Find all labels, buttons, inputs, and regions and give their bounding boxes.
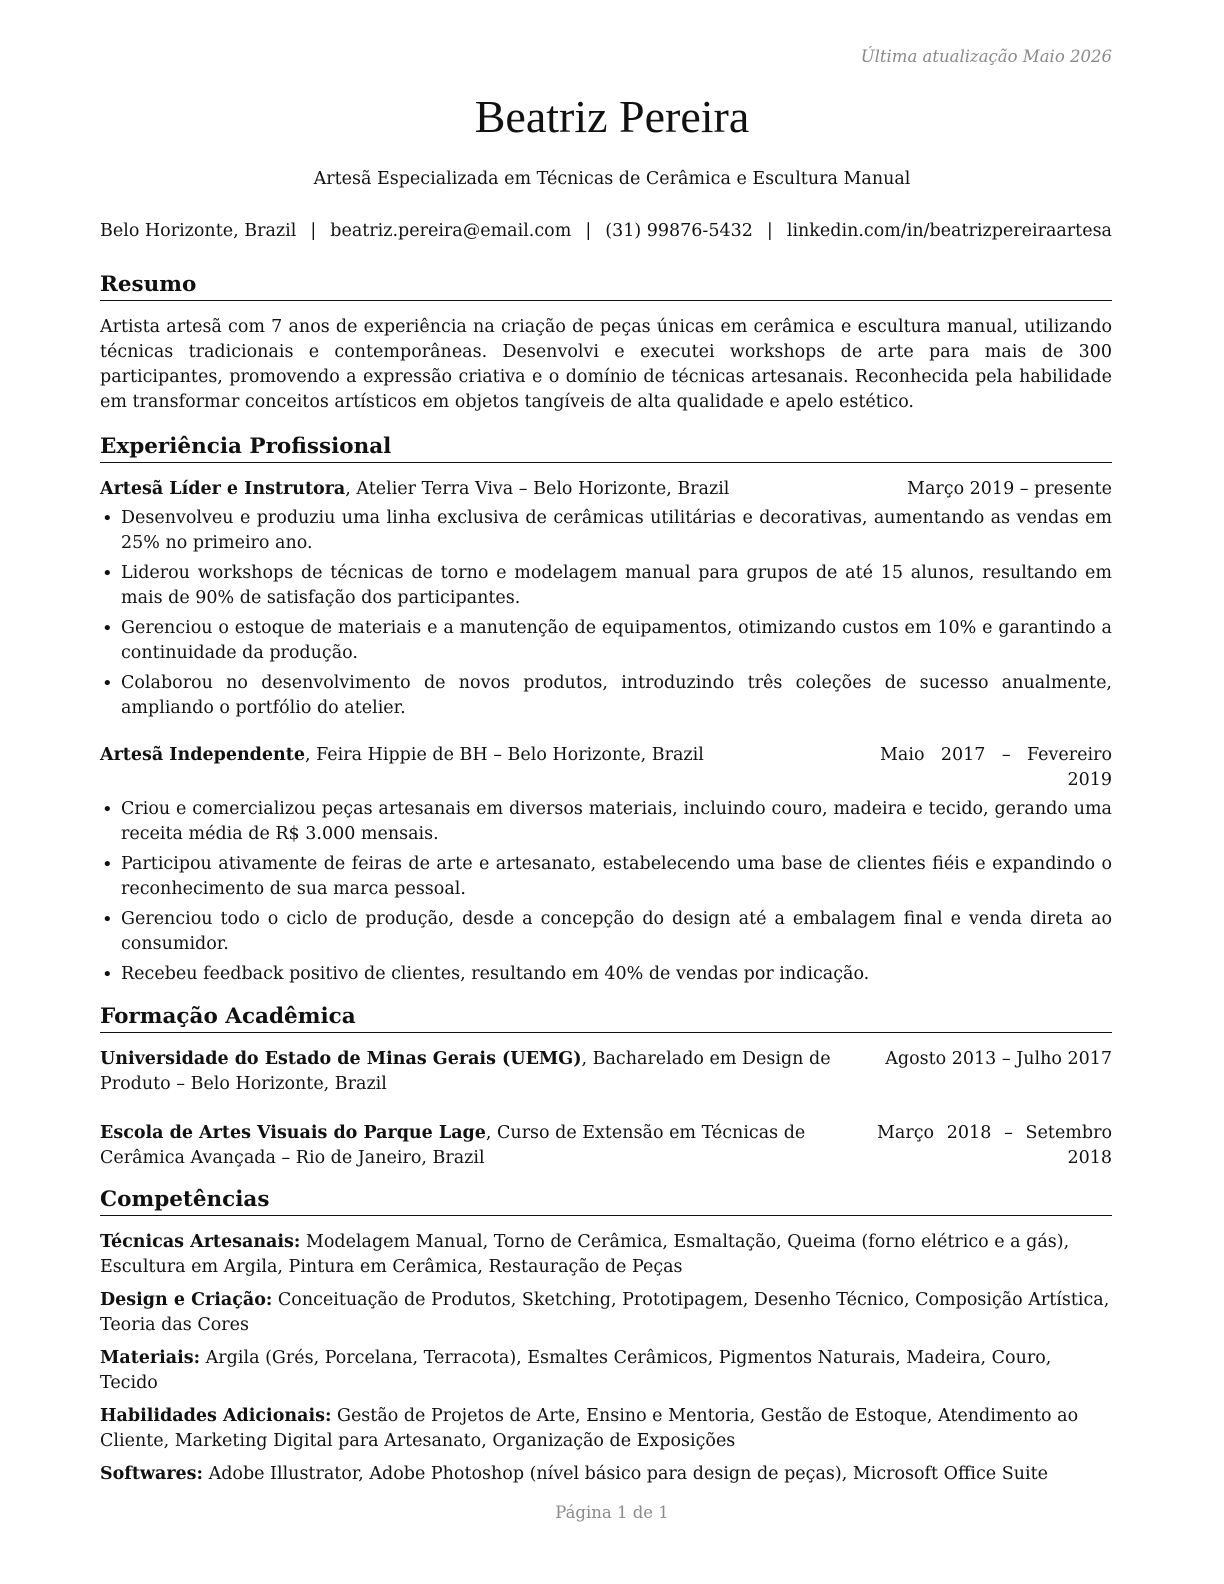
contact-phone[interactable]: (31) 99876-5432 <box>605 221 753 241</box>
skill-row <box>100 1288 1112 1338</box>
education-title-line <box>100 1121 867 1171</box>
section-title-skills: Competências <box>100 1185 1112 1216</box>
skill-value: Modelagem Manual, Torno de Cerâmica, Esmaltação, Queima (forno elétrico e a gás), Escultura em Argila, Pintura em Cerâmica, Restauração de Peças <box>100 1232 1070 1277</box>
job-dates: Maio 2017 – Fevereiro 2019 <box>880 745 1112 790</box>
skill-label: Softwares: <box>100 1464 203 1484</box>
contact-separator: | <box>766 221 773 241</box>
contact-email[interactable]: beatriz.pereira@email.com <box>330 221 572 241</box>
contact-location: Belo Horizonte, Brazil <box>100 221 297 241</box>
education-school: Universidade do Estado de Minas Gerais (UEMG) <box>100 1049 582 1069</box>
education-school: Escola de Artes Visuais do Parque Lage <box>100 1123 486 1143</box>
bullet-item: • Recebeu feedback positivo de clientes, resultando em 40% de vendas por indicação. <box>100 962 1112 987</box>
page-number: Página 1 de 1 <box>555 1503 669 1522</box>
job-bullets <box>100 797 1112 987</box>
skill-label: Materiais: <box>100 1348 201 1368</box>
contact-linkedin[interactable]: linkedin.com/in/beatrizpereiraartesa <box>786 221 1112 241</box>
contact-separator: | <box>585 221 592 241</box>
skill-value: Conceituação de Produtos, Sketching, Prototipagem, Desenho Técnico, Composição Artística, Teoria das Cores <box>100 1290 1110 1335</box>
skill-value: Argila (Grés, Porcelana, Terracota), Esmaltes Cerâmicos, Pigmentos Naturais, Madeira, Couro, Tecido <box>100 1348 1052 1393</box>
job-header <box>100 743 1112 793</box>
bullet-item: • Liderou workshops de técnicas de torno e modelagem manual para grupos de até 15 alunos, resultando em mais de 90% de satisfação dos participantes. <box>100 561 1112 611</box>
summary-text: Artista artesã com 7 anos de experiência na criação de peças únicas em cerâmica e escultura manual, utilizando técnicas tradicionais e contemporâneas. Desenvolvi e executei workshops de arte para mais de 300 participantes, promovendo a expressão criativa e o domínio de técnicas artesanais. Reconhecida pela habilidade em transformar conceitos artísticos em objetos tangíveis de alta qualidade e apelo estético. <box>100 317 1112 412</box>
job-header <box>100 477 1112 502</box>
job-role: Artesã Independente <box>100 745 305 765</box>
skill-value: Gestão de Projetos de Arte, Ensino e Mentoria, Gestão de Estoque, Atendimento ao Cliente, Marketing Digital para Artesanato, Organização de Exposições <box>100 1406 1079 1451</box>
bullet-item: • Criou e comercializou peças artesanais em diversos materiais, incluindo couro, madeira e tecido, gerando uma receita média de R$ 3.000 mensais. <box>100 797 1112 847</box>
job-org: , Feira Hippie de BH – Belo Horizonte, Brazil <box>304 745 704 765</box>
job-title-line <box>100 477 729 502</box>
education-detail: , Bacharelado em Design de Produto – Belo Horizonte, Brazil <box>100 1049 831 1094</box>
skill-label: Habilidades Adicionais: <box>100 1406 332 1426</box>
last-updated: Última atualização Maio 2026 <box>860 47 1112 66</box>
skill-row <box>100 1230 1112 1280</box>
tagline: Artesã Especializada em Técnicas de Cerâmica e Escultura Manual <box>313 169 911 189</box>
education-detail: , Curso de Extensão em Técnicas de Cerâmica Avançada – Rio de Janeiro, Brazil <box>100 1123 806 1168</box>
skill-row <box>100 1346 1112 1396</box>
job-dates: Março 2019 – presente <box>907 479 1112 499</box>
job-title-line <box>100 743 704 793</box>
skill-row <box>100 1462 1112 1487</box>
section-title-experience: Experiência Profissional <box>100 432 1112 463</box>
education-title-line <box>100 1047 875 1097</box>
job-bullets <box>100 506 1112 721</box>
skill-label: Design e Criação: <box>100 1290 273 1310</box>
bullet-item: • Gerenciou o estoque de materiais e a manutenção de equipamentos, otimizando custos em 10% e garantindo a continuidade da produção. <box>100 616 1112 666</box>
skill-value: Adobe Illustrator, Adobe Photoshop (nível básico para design de peças), Microsoft Office Suite <box>203 1464 1048 1484</box>
job-entry <box>100 477 1112 721</box>
education-entry <box>100 1121 1112 1171</box>
resume-content <box>100 270 1112 1495</box>
education-entry <box>100 1047 1112 1097</box>
section-title-summary: Resumo <box>100 270 1112 301</box>
skill-row <box>100 1404 1112 1454</box>
bullet-item: • Colaborou no desenvolvimento de novos produtos, introduzindo três coleções de sucesso anualmente, ampliando o portfólio do atelier. <box>100 671 1112 721</box>
bullet-item: • Participou ativamente de feiras de arte e artesanato, estabelecendo uma base de clientes fiéis e expandindo o reconhecimento de sua marca pessoal. <box>100 852 1112 902</box>
section-title-education: Formação Acadêmica <box>100 1002 1112 1033</box>
skill-label: Técnicas Artesanais: <box>100 1232 301 1252</box>
education-dates: Março 2018 – Setembro 2018 <box>877 1123 1112 1168</box>
contact-line <box>100 219 1112 244</box>
job-entry <box>100 743 1112 987</box>
contact-separator: | <box>310 221 317 241</box>
candidate-name: Beatriz Pereira <box>474 91 750 142</box>
bullet-item: • Desenvolveu e produziu uma linha exclusiva de cerâmicas utilitárias e decorativas, aumentando as vendas em 25% no primeiro ano. <box>100 506 1112 556</box>
bullet-item: • Gerenciou todo o ciclo de produção, desde a concepção do design até a embalagem final e venda direta ao consumidor. <box>100 907 1112 957</box>
job-org: , Atelier Terra Viva – Belo Horizonte, Brazil <box>345 479 730 499</box>
education-dates: Agosto 2013 – Julho 2017 <box>885 1049 1112 1069</box>
job-role: Artesã Líder e Instrutora <box>100 479 346 499</box>
